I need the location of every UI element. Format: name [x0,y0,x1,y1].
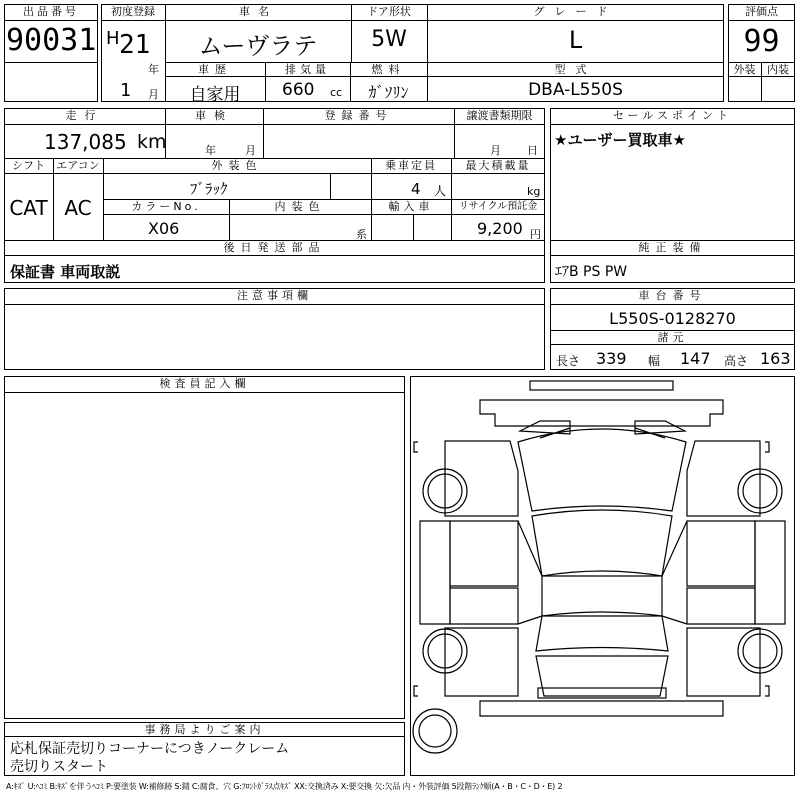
inspection-month-unit: 月 [245,144,256,157]
height-value: 163 [760,349,791,368]
door-label: ドア形状 [367,5,411,18]
car-name-label: 車名 [239,5,277,18]
score-value: 99 [743,24,780,59]
later-parts-label: 後日発送部品 [223,241,326,254]
legend-text: A:ｷｽﾞ U:ﾍｺﾐ B:ｷｽﾞを伴うﾍｺﾐ P:要塗装 W:補修跡 S:錆 C:腐食、穴 G:ﾌﾛﾝﾄｶﾞﾗｽ点ｷｽﾞ XX:交換済み X:要交換 欠:欠品 内・外装評価 5段階ﾗﾝｸ順(A・B・C・D・E) 2 [6,782,563,791]
width-label: 幅 [648,354,661,368]
first-reg-month-unit: 月 [148,88,159,101]
max-load-unit: kg [527,185,541,198]
car-diagram [410,376,795,776]
length-label: 長さ [556,354,581,368]
office-label: 事務局よりご案内 [144,723,265,736]
inspector-box [4,376,405,719]
transfer-label: 譲渡書類期限 [466,109,533,122]
grade-value: L [568,26,583,54]
ext-color-value: ﾌﾞﾗｯｸ [190,180,228,198]
reg-no-label: 登録番号 [324,109,393,122]
first-reg-year-unit: 年 [148,63,159,76]
lot-number: 90031 [6,23,97,58]
score-label: 評価点 [745,5,778,18]
first-reg-era: H [106,28,120,49]
mileage-label: 走行 [65,109,104,122]
car-name-value: ムーヴラテ [198,32,318,60]
mileage-value: 137,085 [44,130,127,154]
office-line1: 応札保証売切りコーナーにつきノークレーム [10,741,290,757]
first-reg-year: 21 [119,30,151,60]
grade-label: グレード [533,5,618,18]
transfer-month-unit: 月 [490,144,501,157]
displacement-value: 660 [282,80,315,100]
later-parts-value: 保証書 車両取説 [10,263,121,281]
length-value: 339 [596,349,627,368]
height-label: 高さ [724,354,749,368]
inspection-label: 車検 [195,109,233,122]
transfer-day-unit: 日 [527,144,538,157]
aircon-label: エアコン [56,159,100,172]
history-value: 自家用 [189,85,241,105]
inspector-label: 検査員記入欄 [159,377,250,390]
displacement-unit: cc [330,86,343,99]
width-value: 147 [680,349,711,368]
import-label: 輸入車 [388,200,434,213]
fuel-value: ｶﾞｿﾘﾝ [368,83,409,102]
mileage-unit: km [137,131,167,153]
model-label: 型式 [554,63,597,76]
inspection-year-unit: 年 [205,144,216,157]
chassis-label: 車台番号 [638,289,707,302]
equipment-label: 純正装備 [638,241,707,254]
capacity-value: 4 [411,180,421,198]
lot-label: 出品番号 [23,5,79,18]
displacement-label: 排気量 [285,63,330,76]
recycle-label: リサイクル預託金 [458,201,538,212]
int-color-unit: 系 [356,228,367,241]
interior-label: 内装 [767,63,789,76]
sales-point-value: ★ユーザー買取車★ [554,131,686,149]
ext-color-label: 外装色 [211,159,263,172]
model-value: DBA-L550S [528,80,623,100]
fuel-label: 燃料 [371,63,406,76]
dims-label: 諸元 [657,331,688,344]
notes-label: 注意事項欄 [237,289,312,302]
shift-label: シフト [12,159,45,172]
recycle-unit: 円 [530,228,541,241]
exterior-label: 外装 [733,63,756,76]
first-reg-label: 初度登録 [111,5,155,18]
door-value: 5W [371,27,407,52]
sales-point-label: セールスポイント [612,109,732,122]
int-color-label: 内装色 [274,200,326,213]
capacity-label: 乗車定員 [385,159,437,172]
shift-value: CAT [9,196,48,220]
capacity-unit: 人 [434,184,447,198]
chassis-value: L550S-0128270 [609,309,736,328]
first-reg-month: 1 [120,80,131,101]
color-no-value: X06 [148,219,180,238]
color-no-label: カラーNo. [131,200,201,213]
max-load-label: 最大積載量 [465,159,531,172]
aircon-value: AC [64,196,92,220]
recycle-value: 9,200 [477,219,523,238]
history-label: 車歴 [198,63,232,76]
equipment-value: ｴｱB PS PW [555,264,628,280]
office-line2: 売切りスタート [10,759,108,775]
